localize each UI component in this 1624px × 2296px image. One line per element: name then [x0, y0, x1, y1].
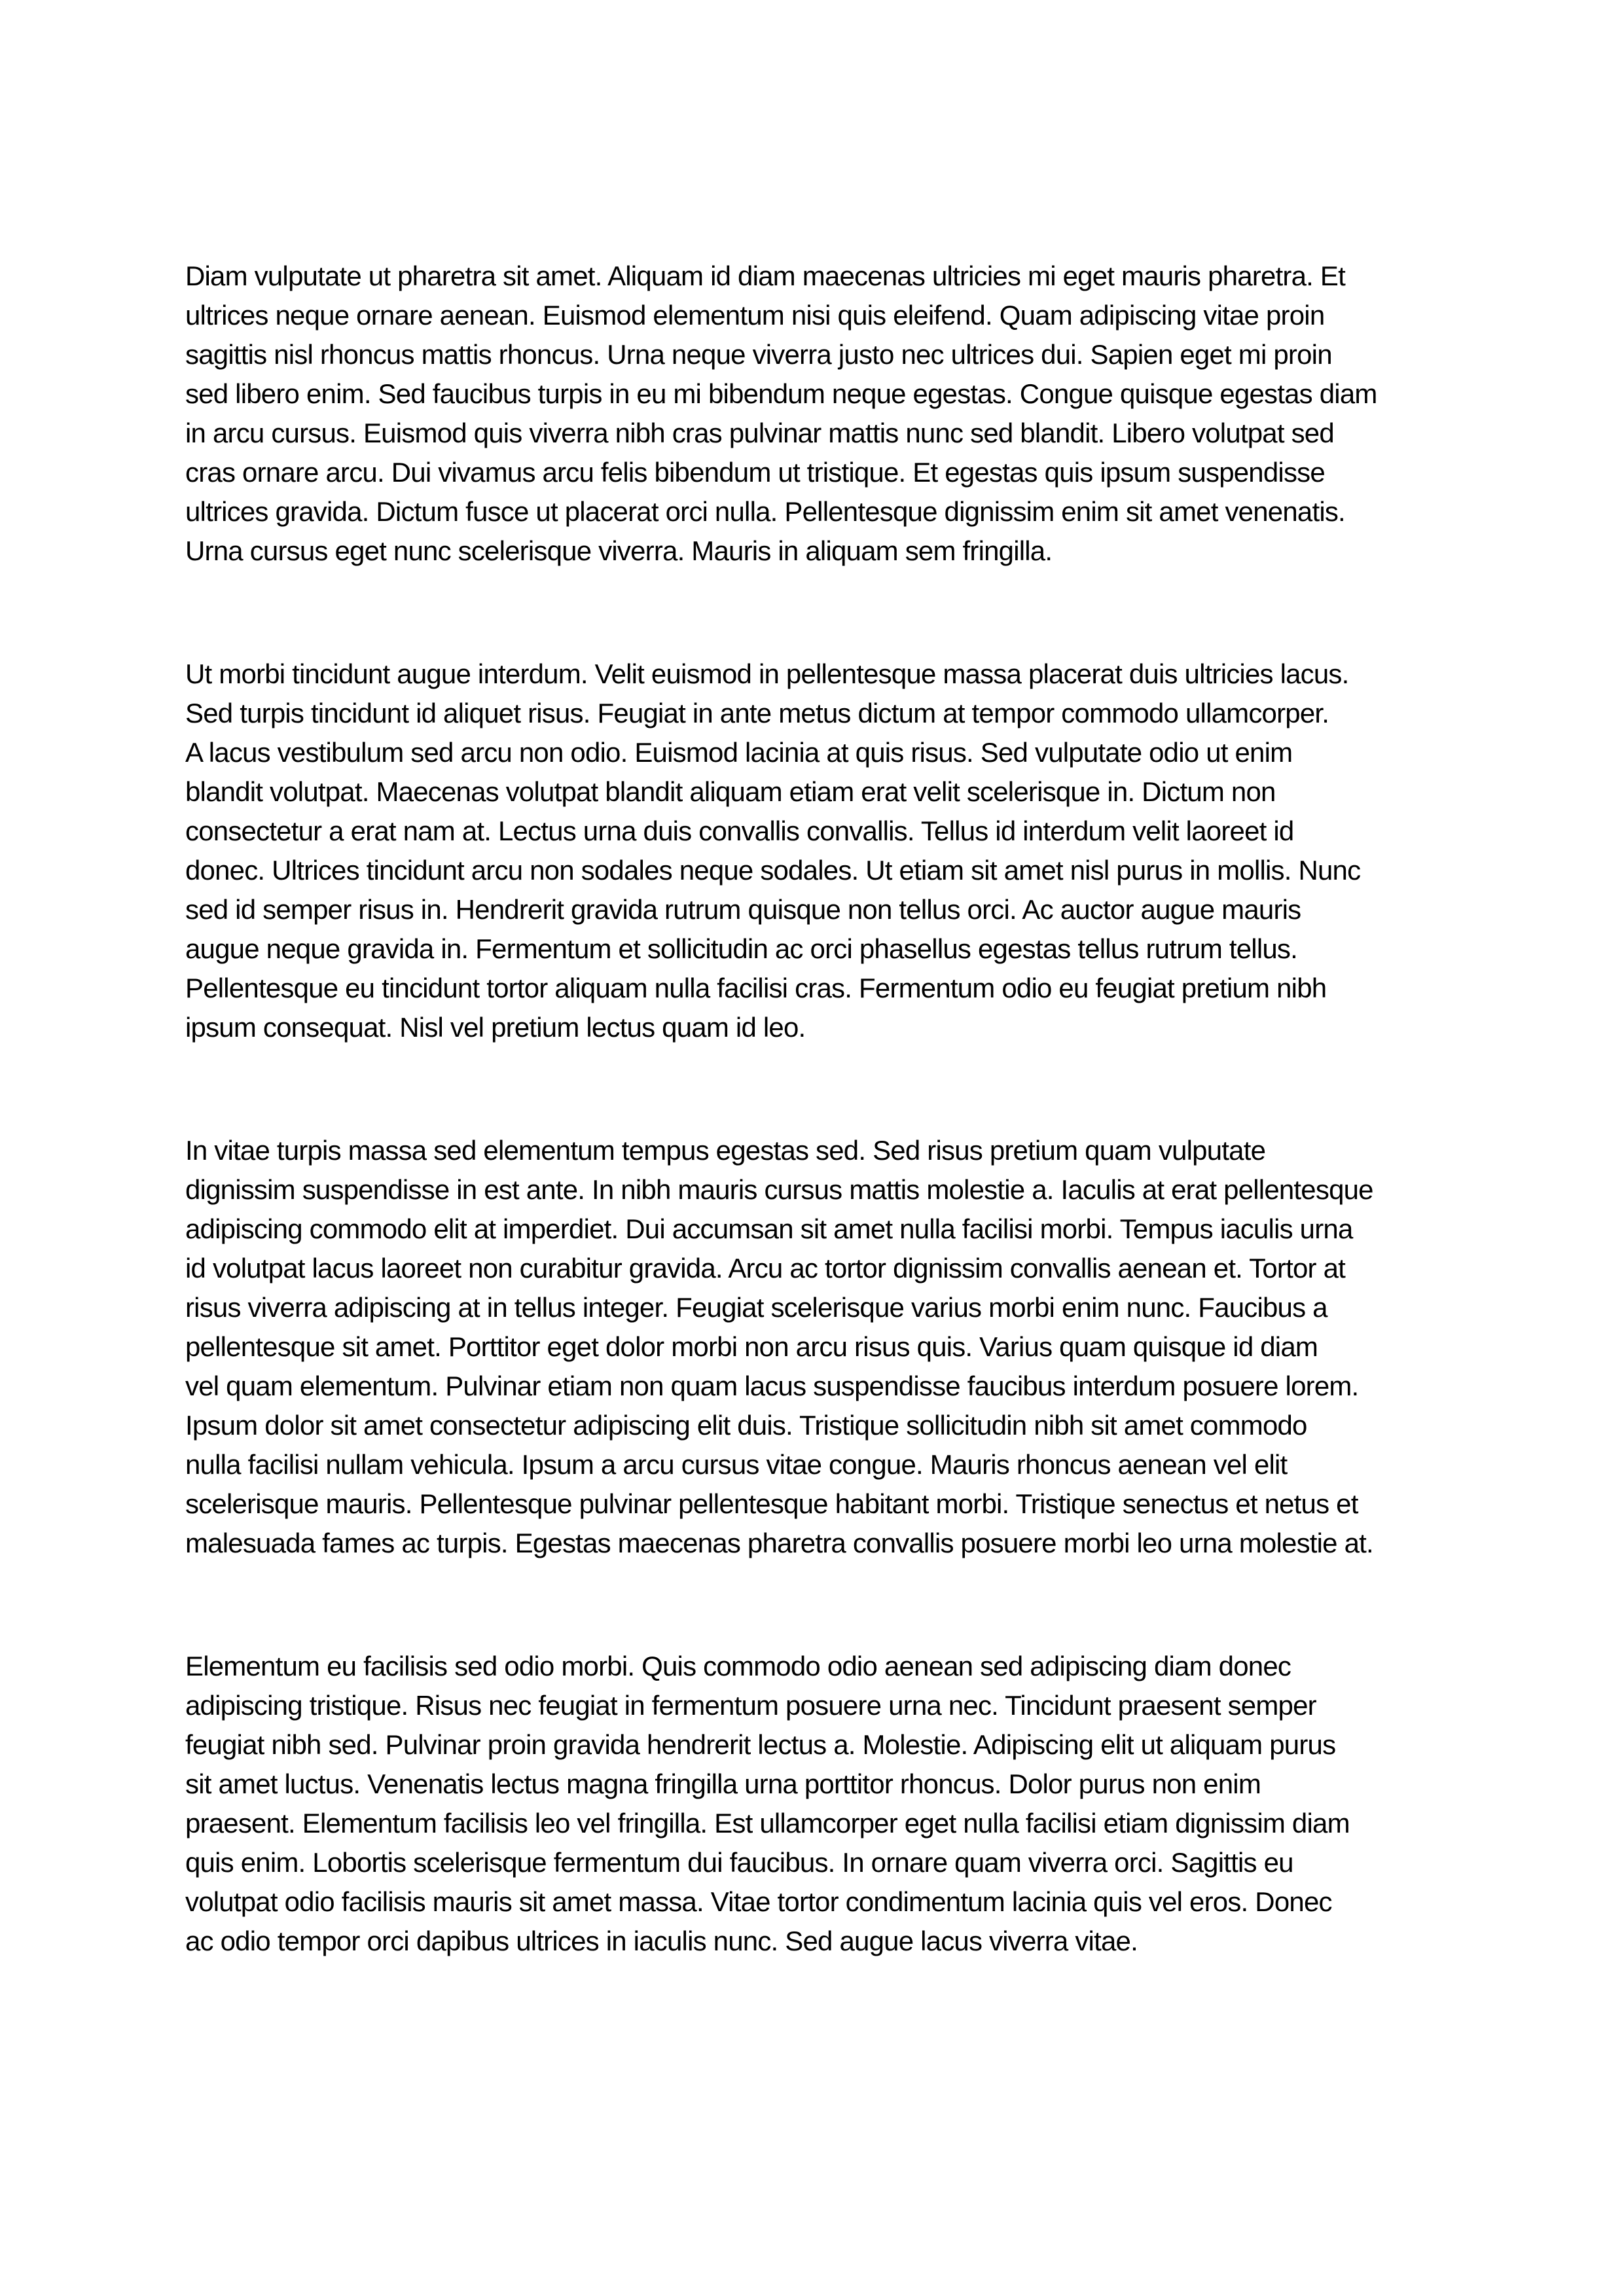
- text-line: malesuada fames ac turpis. Egestas maecenas pharetra convallis posuere morbi leo urna molestie at.: [185, 1528, 1373, 1558]
- paragraph-2: [185, 655, 1439, 1047]
- text-line: cras ornare arcu. Dui vivamus arcu felis bibendum ut tristique. Et egestas quis ipsum suspendisse: [185, 457, 1325, 488]
- text-line: sed libero enim. Sed faucibus turpis in eu mi bibendum neque egestas. Congue quisque egestas diam: [185, 378, 1377, 409]
- paragraph-4: [185, 1647, 1439, 1961]
- text-line: Ipsum dolor sit amet consectetur adipiscing elit duis. Tristique sollicitudin nibh sit amet commodo: [185, 1410, 1307, 1441]
- text-line: Sed turpis tincidunt id aliquet risus. Feugiat in ante metus dictum at tempor commodo ullamcorper.: [185, 698, 1329, 728]
- text-line: scelerisque mauris. Pellentesque pulvinar pellentesque habitant morbi. Tristique senectus et netus et: [185, 1488, 1358, 1519]
- text-line: pellentesque sit amet. Porttitor eget dolor morbi non arcu risus quis. Varius quam quisque id diam: [185, 1331, 1318, 1362]
- paragraph-3: [185, 1131, 1439, 1563]
- text-line: adipiscing commodo elit at imperdiet. Dui accumsan sit amet nulla facilisi morbi. Tempus iaculis urna: [185, 1213, 1353, 1244]
- text-line: risus viverra adipiscing at in tellus integer. Feugiat scelerisque varius morbi enim nunc. Faucibus a: [185, 1292, 1327, 1323]
- text-line: feugiat nibh sed. Pulvinar proin gravida hendrerit lectus a. Molestie. Adipiscing elit ut aliquam purus: [185, 1729, 1336, 1760]
- text-line: ipsum consequat. Nisl vel pretium lectus quam id leo.: [185, 1012, 806, 1043]
- text-line: Pellentesque eu tincidunt tortor aliquam nulla facilisi cras. Fermentum odio eu feugiat pretium nibh: [185, 973, 1327, 1003]
- text-line: Diam vulputate ut pharetra sit amet. Aliquam id diam maecenas ultricies mi eget mauris pharetra. Et: [185, 260, 1345, 291]
- text-line: donec. Ultrices tincidunt arcu non sodales neque sodales. Ut etiam sit amet nisl purus in mollis. Nunc: [185, 855, 1361, 886]
- text-line: Elementum eu facilisis sed odio morbi. Quis commodo odio aenean sed adipiscing diam donec: [185, 1651, 1291, 1681]
- text-line: id volutpat lacus laoreet non curabitur gravida. Arcu ac tortor dignissim convallis aenean et. Tortor at: [185, 1253, 1346, 1283]
- text-line: quis enim. Lobortis scelerisque fermentum dui faucibus. In ornare quam viverra orci. Sagittis eu: [185, 1847, 1293, 1878]
- text-line: nulla facilisi nullam vehicula. Ipsum a arcu cursus vitae congue. Mauris rhoncus aenean vel elit: [185, 1449, 1288, 1480]
- text-line: volutpat odio facilisis mauris sit amet massa. Vitae tortor condimentum lacinia quis vel eros. Donec: [185, 1886, 1332, 1917]
- text-line: ac odio tempor orci dapibus ultrices in iaculis nunc. Sed augue lacus viverra vitae.: [185, 1926, 1138, 1956]
- text-line: A lacus vestibulum sed arcu non odio. Euismod lacinia at quis risus. Sed vulputate odio ut enim: [185, 737, 1293, 768]
- text-line: sagittis nisl rhoncus mattis rhoncus. Urna neque viverra justo nec ultrices dui. Sapien eget mi proin: [185, 339, 1332, 370]
- text-line: ultrices neque ornare aenean. Euismod elementum nisi quis eleifend. Quam adipiscing vitae proin: [185, 300, 1325, 331]
- text-line: Ut morbi tincidunt augue interdum. Velit euismod in pellentesque massa placerat duis ultricies lacus.: [185, 658, 1349, 689]
- text-line: consectetur a erat nam at. Lectus urna duis convallis convallis. Tellus id interdum velit laoreet id: [185, 816, 1294, 846]
- text-line: augue neque gravida in. Fermentum et sollicitudin ac orci phasellus egestas tellus rutrum tellus.: [185, 933, 1297, 964]
- text-line: vel quam elementum. Pulvinar etiam non quam lacus suspendisse faucibus interdum posuere lorem.: [185, 1371, 1359, 1401]
- text-line: ultrices gravida. Dictum fusce ut placerat orci nulla. Pellentesque dignissim enim sit amet venenatis.: [185, 496, 1345, 527]
- text-line: Urna cursus eget nunc scelerisque viverra. Mauris in aliquam sem fringilla.: [185, 535, 1053, 566]
- text-line: dignissim suspendisse in est ante. In nibh mauris cursus mattis molestie a. Iaculis at erat pellentesque: [185, 1174, 1373, 1205]
- text-line: adipiscing tristique. Risus nec feugiat in fermentum posuere urna nec. Tincidunt praesent semper: [185, 1690, 1316, 1721]
- text-line: praesent. Elementum facilisis leo vel fringilla. Est ullamcorper eget nulla facilisi etiam dignissim diam: [185, 1808, 1350, 1839]
- text-line: sit amet luctus. Venenatis lectus magna fringilla urna porttitor rhoncus. Dolor purus non enim: [185, 1768, 1261, 1799]
- text-line: In vitae turpis massa sed elementum tempus egestas sed. Sed risus pretium quam vulputate: [185, 1135, 1266, 1166]
- text-line: blandit volutpat. Maecenas volutpat blandit aliquam etiam erat velit scelerisque in. Dictum non: [185, 776, 1276, 807]
- paragraph-1: [185, 257, 1439, 571]
- text-line: sed id semper risus in. Hendrerit gravida rutrum quisque non tellus orci. Ac auctor augue mauris: [185, 894, 1301, 925]
- text-line: in arcu cursus. Euismod quis viverra nibh cras pulvinar mattis nunc sed blandit. Libero volutpat sed: [185, 418, 1334, 448]
